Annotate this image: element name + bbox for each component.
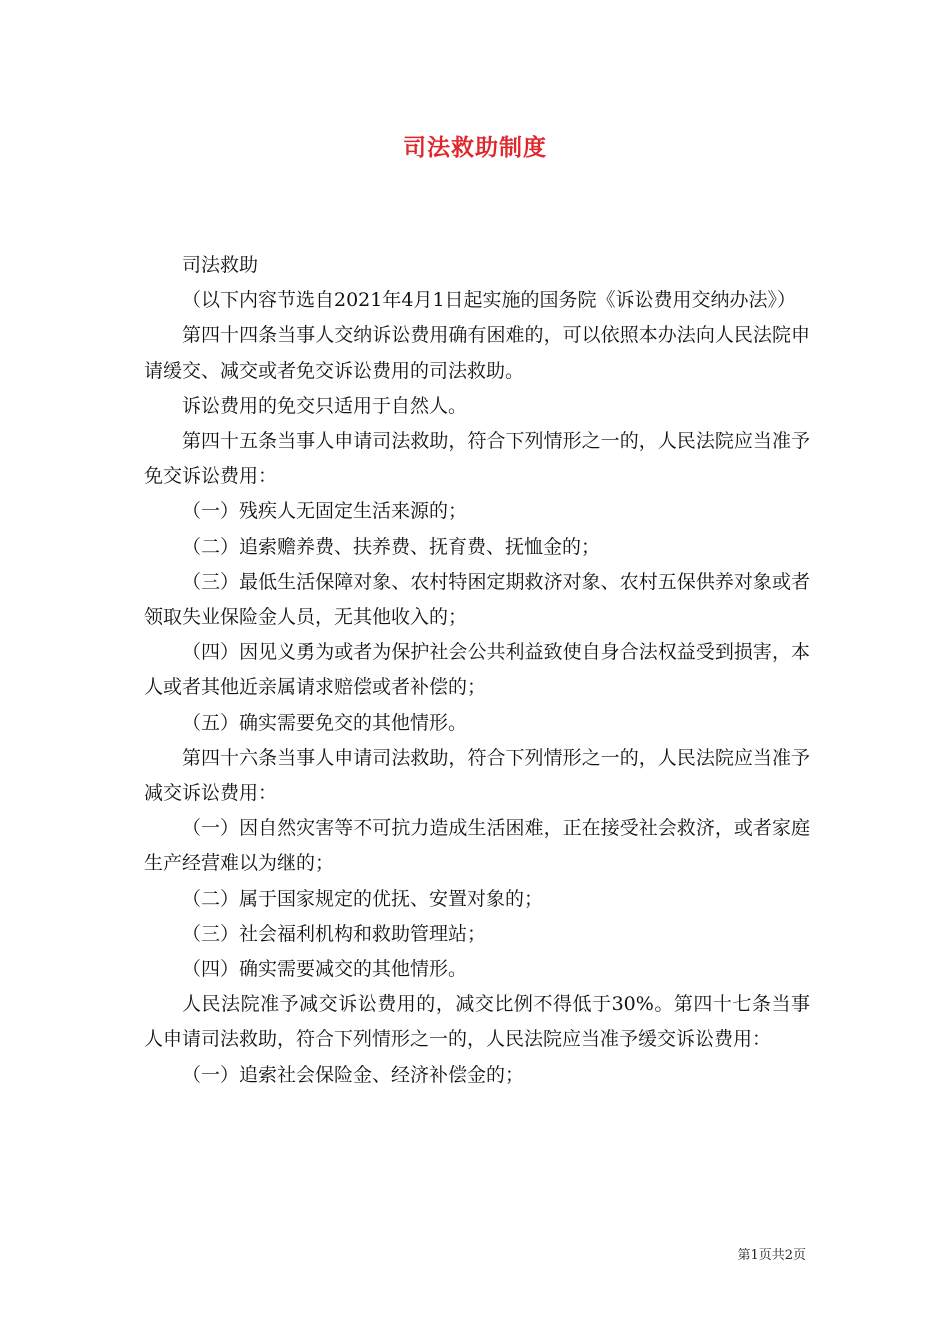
paragraph: 第四十五条当事人申请司法救助，符合下列情形之一的，人民法院应当准予免交诉讼费用： [144,430,810,488]
paragraph: （二）追索赡养费、扶养费、抚育费、抚恤金的； [182,535,601,558]
paragraph: （四）确实需要减交的其他情形。 [182,958,468,981]
paragraph: （一）残疾人无固定生活来源的； [182,500,468,523]
document-body [144,248,810,1093]
paragraph: 第四十六条当事人申请司法救助，符合下列情形之一的，人民法院应当准予减交诉讼费用： [144,746,810,805]
paragraph: （一）追索社会保险金、经济补偿金的； [182,1063,525,1086]
paragraph: 司法救助 [182,254,259,276]
paragraph: 人民法院准予减交诉讼费用的，减交比例不得低于30%。第四十七条当事人申请司法救助，符合下列情形之一的，人民法院应当准予缓交诉讼费用： [144,993,810,1051]
paragraph: （二）属于国家规定的优抚、安置对象的； [182,887,544,910]
paragraph: （以下内容节选自2021年4月1日起实施的国务院《诉讼费用交纳办法》） [182,289,797,312]
document-title: 司法救助制度 [403,134,547,161]
paragraph: （三）社会福利机构和救助管理站； [182,922,487,945]
paragraph: 第四十四条当事人交纳诉讼费用确有困难的，可以依照本办法向人民法院申请缓交、减交或者免交诉讼费用的司法救助。 [144,324,810,382]
paragraph: （五）确实需要免交的其他情形。 [182,711,468,734]
page-number: 第1页共2页 [737,1248,806,1263]
paragraph: （四）因见义勇为或者为保护社会公共利益致使自身合法权益受到损害，本人或者其他近亲属请求赔偿或者补偿的； [144,641,810,699]
paragraph: 诉讼费用的免交只适用于自然人。 [182,394,468,417]
paragraph: （一）因自然灾害等不可抗力造成生活困难，正在接受社会救济，或者家庭生产经营难以为继的； [144,817,810,875]
paragraph: （三）最低生活保障对象、农村特困定期救济对象、农村五保供养对象或者领取失业保险金人员，无其他收入的； [144,570,810,629]
